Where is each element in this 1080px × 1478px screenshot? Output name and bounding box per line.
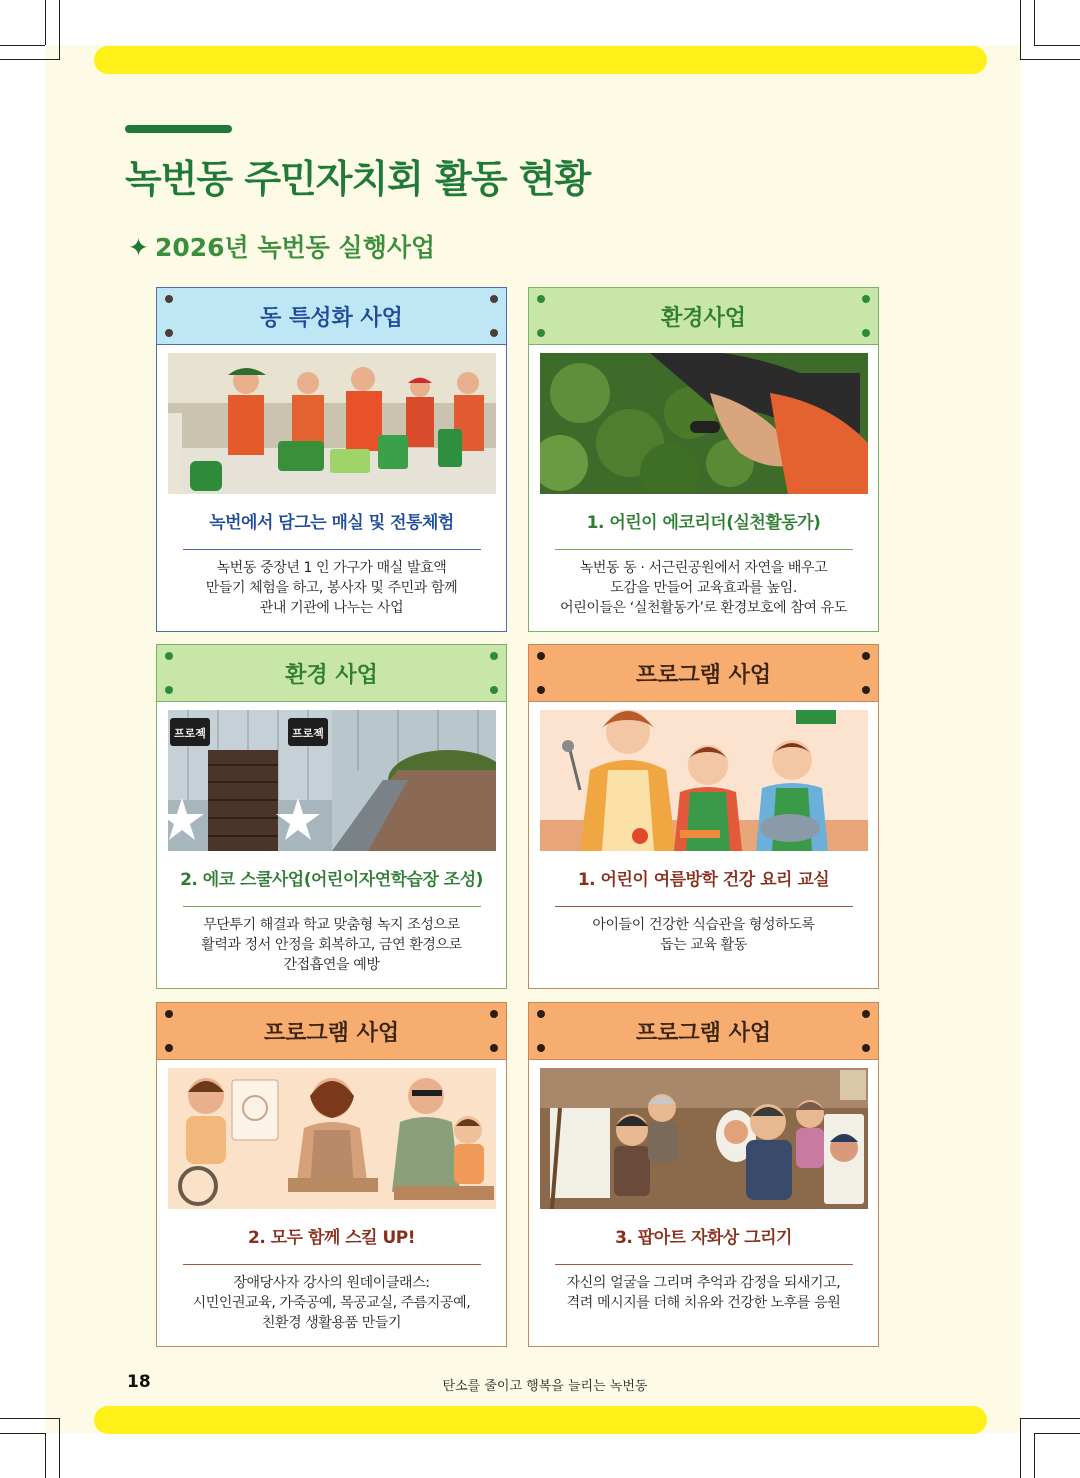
- project-card-4: [528, 644, 879, 989]
- card-header: [529, 288, 878, 345]
- description-line: 관내 기관에 나누는 사업: [259, 600, 404, 616]
- corner-dot: [165, 652, 173, 660]
- card-subtitle: 2. 에코 스쿨사업(어린이자연학습장 조성): [180, 870, 483, 890]
- project-card-2: [528, 287, 879, 632]
- title-accent-rule: [125, 125, 232, 133]
- card-divider: [555, 1264, 853, 1265]
- card-subtitle: 3. 팝아트 자화상 그리기: [615, 1228, 792, 1248]
- corner-dot: [165, 1044, 173, 1052]
- card-header: [529, 645, 878, 702]
- description-line: 친환경 생활용품 만들기: [261, 1315, 402, 1331]
- corner-dot: [537, 652, 545, 660]
- card-illustration-cooking-class: [540, 710, 868, 851]
- sparkle-star-icon: ✦: [128, 233, 149, 262]
- card-header: [157, 645, 506, 702]
- card-photo-eco-school: [168, 710, 496, 851]
- card-subtitle: 녹번에서 담그는 매실 및 전통체험: [209, 513, 454, 533]
- card-header: [157, 1003, 506, 1060]
- photo-sign-text: 프로젝: [292, 728, 324, 740]
- footer-slogan: 탄소를 줄이고 행복을 늘리는 녹번동: [442, 1379, 648, 1394]
- card-divider: [183, 906, 481, 907]
- corner-dot: [165, 686, 173, 694]
- corner-dot: [862, 295, 870, 303]
- card-subtitle: 1. 어린이 에코리더(실천활동가): [586, 513, 821, 533]
- bottom-highlight-bar: [94, 1406, 987, 1434]
- card-photo-plum-workshop: [168, 353, 496, 494]
- corner-dot: [490, 1010, 498, 1018]
- corner-dot: [862, 686, 870, 694]
- section-heading-text: 2026년 녹번동 실행사업: [154, 233, 436, 262]
- card-photo-pop-art-portrait: [540, 1068, 868, 1209]
- card-subtitle: 1. 어린이 여름방학 건강 요리 교실: [577, 870, 830, 890]
- card-description: [529, 915, 878, 955]
- description-line: 자신의 얼굴을 그리며 추억과 감정을 되새기고,: [566, 1275, 841, 1291]
- corner-dot: [165, 1010, 173, 1018]
- card-divider: [183, 1264, 481, 1265]
- project-card-5: [156, 1002, 507, 1347]
- project-card-3: [156, 644, 507, 989]
- section-heading: [128, 228, 435, 264]
- card-subtitle: 2. 모두 함께 스킬 UP!: [247, 1228, 415, 1248]
- description-line: 도감을 만들어 교육효과를 높임.: [610, 580, 797, 596]
- project-card-1: [156, 287, 507, 632]
- card-header: [157, 288, 506, 345]
- corner-dot: [862, 1010, 870, 1018]
- card-category: 프로그램 사업: [635, 662, 772, 688]
- card-category: 환경사업: [660, 305, 746, 331]
- description-line: 어린이들은 ‘실천활동가’로 환경보호에 참여 유도: [560, 600, 847, 616]
- description-line: 녹번동 중장년 1 인 가구가 매실 발효액: [216, 560, 447, 576]
- corner-dot: [537, 295, 545, 303]
- corner-dot: [862, 652, 870, 660]
- corner-dot: [490, 652, 498, 660]
- page-number: 18: [127, 1372, 151, 1392]
- corner-dot: [165, 295, 173, 303]
- corner-dot: [165, 329, 173, 337]
- card-divider: [555, 549, 853, 550]
- corner-dot: [490, 686, 498, 694]
- top-highlight-bar: [94, 46, 987, 74]
- project-card-6: [528, 1002, 879, 1347]
- corner-dot: [862, 1044, 870, 1052]
- description-line: 간접흡연을 예방: [283, 957, 380, 973]
- card-category: 동 특성화 사업: [260, 305, 403, 331]
- card-description: [157, 915, 506, 975]
- card-category: 프로그램 사업: [635, 1020, 772, 1046]
- card-description: [529, 558, 878, 618]
- card-category: 환경 사업: [285, 662, 378, 688]
- card-photo-eco-leader: [540, 353, 868, 494]
- corner-dot: [537, 686, 545, 694]
- card-illustration-skill-up: [168, 1068, 496, 1209]
- corner-dot: [862, 329, 870, 337]
- card-category: 프로그램 사업: [263, 1020, 400, 1046]
- description-line: 무단투기 해결과 학교 맞춤형 녹지 조성으로: [203, 917, 460, 933]
- card-header: [529, 1003, 878, 1060]
- corner-dot: [537, 1010, 545, 1018]
- description-line: 장애당사자 강사의 원데이클래스:: [233, 1275, 430, 1291]
- corner-dot: [537, 329, 545, 337]
- description-line: 시민인권교육, 가죽공예, 목공교실, 주름지공예,: [192, 1295, 471, 1311]
- description-line: 활력과 정서 안정을 회복하고, 금연 환경으로: [201, 937, 462, 953]
- description-line: 녹번동 동 · 서근린공원에서 자연을 배우고: [579, 560, 828, 576]
- description-line: 돕는 교육 활동: [660, 937, 747, 953]
- card-description: [529, 1273, 878, 1313]
- corner-dot: [537, 1044, 545, 1052]
- card-divider: [555, 906, 853, 907]
- description-line: 만들기 체험을 하고, 봉사자 및 주민과 함께: [205, 580, 458, 596]
- card-divider: [183, 549, 481, 550]
- corner-dot: [490, 329, 498, 337]
- corner-dot: [490, 295, 498, 303]
- corner-dot: [490, 1044, 498, 1052]
- card-description: [157, 1273, 506, 1333]
- page-title: 녹번동 주민자치회 활동 현황: [125, 157, 591, 201]
- photo-sign-text: 프로젝: [174, 728, 206, 740]
- card-description: [157, 558, 506, 618]
- description-line: 격려 메시지를 더해 치유와 건강한 노후를 응원: [566, 1295, 841, 1311]
- description-line: 아이들이 건강한 식습관을 형성하도록: [592, 917, 815, 933]
